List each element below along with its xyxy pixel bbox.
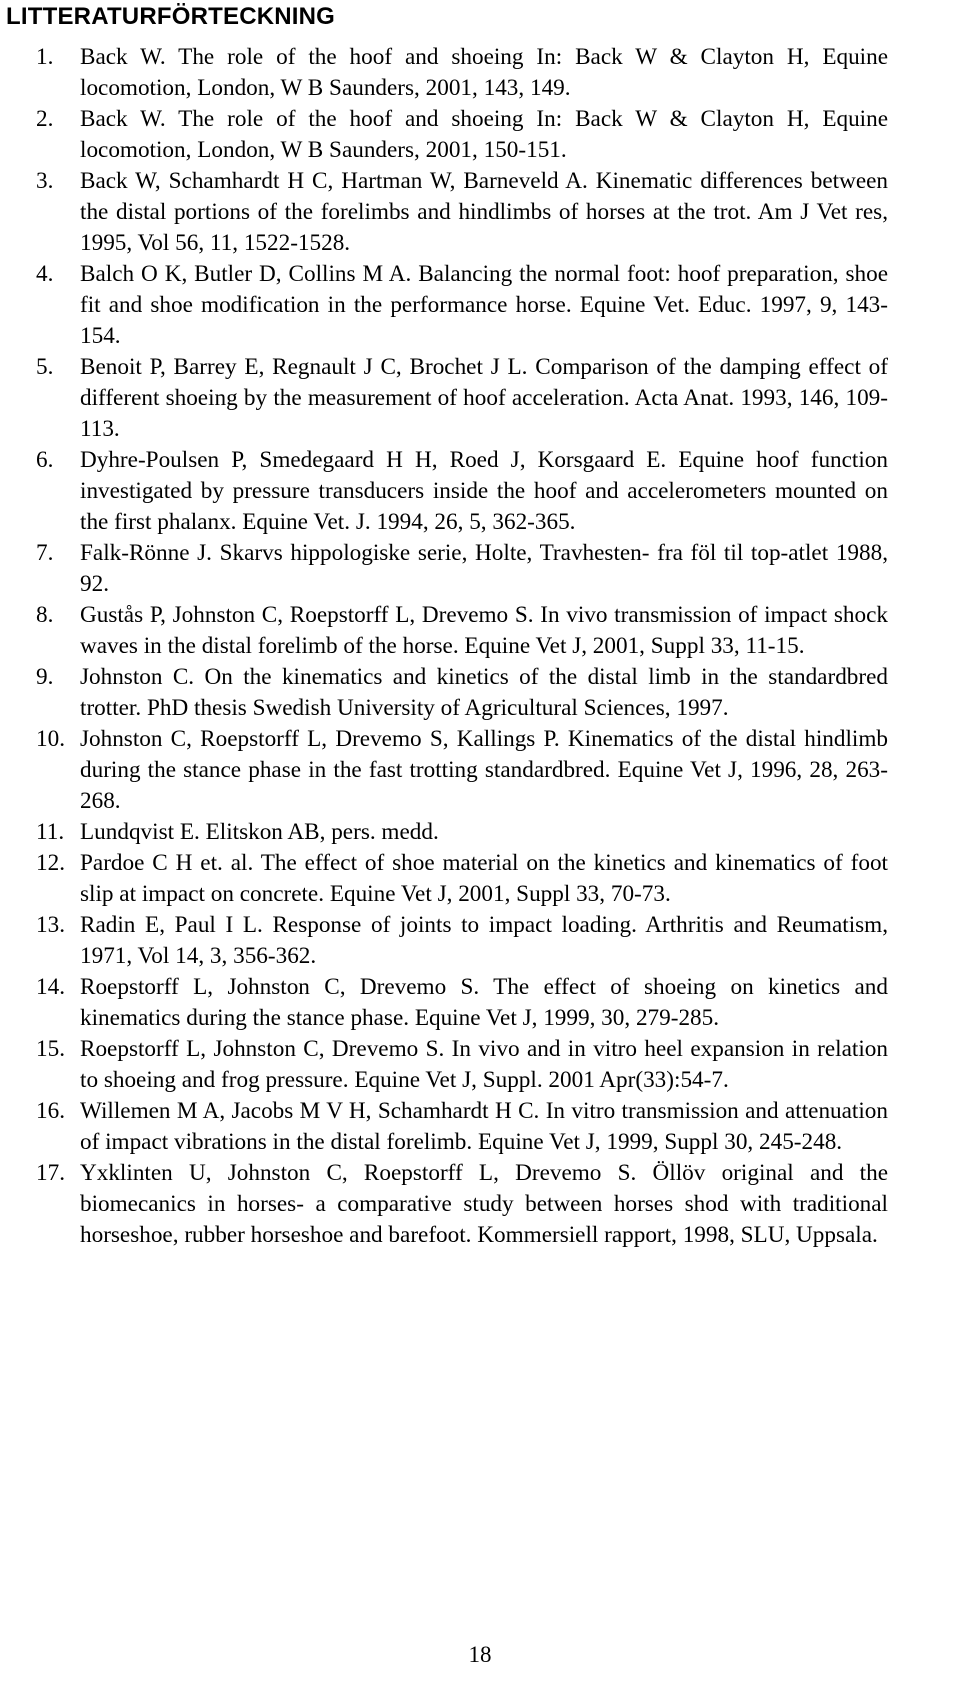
reference-text: Back W, Schamhardt H C, Hartman W, Barneveld A. Kinematic differences between the distal portions of the forelimbs and hindlimbs of horses at the trot. Am J Vet res, 1995, Vol 56, 11, 1522-1528. bbox=[80, 168, 888, 256]
reference-number: 14. bbox=[36, 974, 65, 1000]
reference-number: 1. bbox=[36, 44, 54, 70]
reference-text: Lundqvist E. Elitskon AB, pers. medd. bbox=[80, 819, 439, 845]
page-heading: LITTERATURFÖRTECKNING bbox=[6, 3, 336, 30]
reference-text: Balch O K, Butler D, Collins M A. Balancing the normal foot: hoof preparation, shoe fit and shoe modification in the performance horse. Equine Vet. Educ. 1997, 9, 143-154. bbox=[80, 261, 888, 349]
reference-number: 7. bbox=[36, 540, 54, 566]
reference-item bbox=[0, 1096, 960, 1158]
reference-item bbox=[0, 538, 960, 600]
reference-number: 5. bbox=[36, 354, 54, 380]
reference-number: 9. bbox=[36, 664, 54, 690]
reference-number: 17. bbox=[36, 1160, 65, 1186]
reference-text: Yxklinten U, Johnston C, Roepstorff L, Drevemo S. Öllöv original and the biomecanics in horses- a comparative study between horses shod with traditional horseshoe, rubber horseshoe and barefoot. Kommersiell rapport, 1998, SLU, Uppsala. bbox=[80, 1160, 888, 1248]
reference-number: 15. bbox=[36, 1036, 65, 1062]
reference-number: 13. bbox=[36, 912, 65, 938]
reference-item bbox=[0, 104, 960, 166]
reference-text: Back W. The role of the hoof and shoeing In: Back W & Clayton H, Equine locomotion, London, W B Saunders, 2001, 150-151. bbox=[80, 106, 888, 163]
reference-number: 16. bbox=[36, 1098, 65, 1124]
reference-item bbox=[0, 352, 960, 445]
reference-item bbox=[0, 662, 960, 724]
reference-item bbox=[0, 910, 960, 972]
reference-text: Willemen M A, Jacobs M V H, Schamhardt H C. In vitro transmission and attenuation of impact vibrations in the distal forelimb. Equine Vet J, 1999, Suppl 30, 245-248. bbox=[80, 1098, 888, 1155]
reference-number: 2. bbox=[36, 106, 54, 132]
reference-item bbox=[0, 600, 960, 662]
reference-item bbox=[0, 848, 960, 910]
reference-item bbox=[0, 1158, 960, 1251]
reference-item bbox=[0, 817, 960, 848]
reference-text: Dyhre-Poulsen P, Smedegaard H H, Roed J, Korsgaard E. Equine hoof function investigated by pressure transducers inside the hoof and accelerometers mounted on the first phalanx. Equine Vet. J. 1994, 26, 5, 362-365. bbox=[80, 447, 888, 535]
reference-item bbox=[0, 42, 960, 104]
reference-text: Johnston C, Roepstorff L, Drevemo S, Kallings P. Kinematics of the distal hindlimb during the stance phase in the fast trotting standardbred. Equine Vet J, 1996, 28, 263-268. bbox=[80, 726, 888, 814]
reference-item bbox=[0, 972, 960, 1034]
reference-number: 3. bbox=[36, 168, 54, 194]
reference-number: 12. bbox=[36, 850, 65, 876]
reference-text: Johnston C. On the kinematics and kinetics of the distal limb in the standardbred trotter. PhD thesis Swedish University of Agricultural Sciences, 1997. bbox=[80, 664, 888, 721]
reference-number: 4. bbox=[36, 261, 54, 287]
reference-text: Roepstorff L, Johnston C, Drevemo S. The effect of shoeing on kinetics and kinematics during the stance phase. Equine Vet J, 1999, 30, 279-285. bbox=[80, 974, 888, 1031]
reference-item bbox=[0, 1034, 960, 1096]
page-number: 18 bbox=[468, 1642, 492, 1667]
reference-text: Radin E, Paul I L. Response of joints to impact loading. Arthritis and Reumatism, 1971, Vol 14, 3, 356-362. bbox=[80, 912, 888, 969]
reference-list bbox=[0, 42, 960, 1251]
reference-number: 6. bbox=[36, 447, 54, 473]
reference-item bbox=[0, 166, 960, 259]
reference-text: Falk-Rönne J. Skarvs hippologiske serie, Holte, Travhesten- fra föl til top-atlet 1988, 92. bbox=[80, 540, 888, 597]
reference-item bbox=[0, 259, 960, 352]
reference-item bbox=[0, 724, 960, 817]
reference-number: 8. bbox=[36, 602, 54, 628]
reference-text: Back W. The role of the hoof and shoeing In: Back W & Clayton H, Equine locomotion, London, W B Saunders, 2001, 143, 149. bbox=[80, 44, 888, 101]
reference-item bbox=[0, 445, 960, 538]
reference-text: Roepstorff L, Johnston C, Drevemo S. In vivo and in vitro heel expansion in relation to shoeing and frog pressure. Equine Vet J, Suppl. 2001 Apr(33):54-7. bbox=[80, 1036, 888, 1093]
reference-text: Gustås P, Johnston C, Roepstorff L, Drevemo S. In vivo transmission of impact shock waves in the distal forelimb of the horse. Equine Vet J, 2001, Suppl 33, 11-15. bbox=[80, 602, 888, 659]
reference-text: Benoit P, Barrey E, Regnault J C, Brochet J L. Comparison of the damping effect of different shoeing by the measurement of hoof acceleration. Acta Anat. 1993, 146, 109-113. bbox=[80, 354, 888, 442]
reference-text: Pardoe C H et. al. The effect of shoe material on the kinetics and kinematics of foot slip at impact on concrete. Equine Vet J, 2001, Suppl 33, 70-73. bbox=[80, 850, 888, 907]
reference-number: 11. bbox=[36, 819, 65, 845]
reference-number: 10. bbox=[36, 726, 65, 752]
